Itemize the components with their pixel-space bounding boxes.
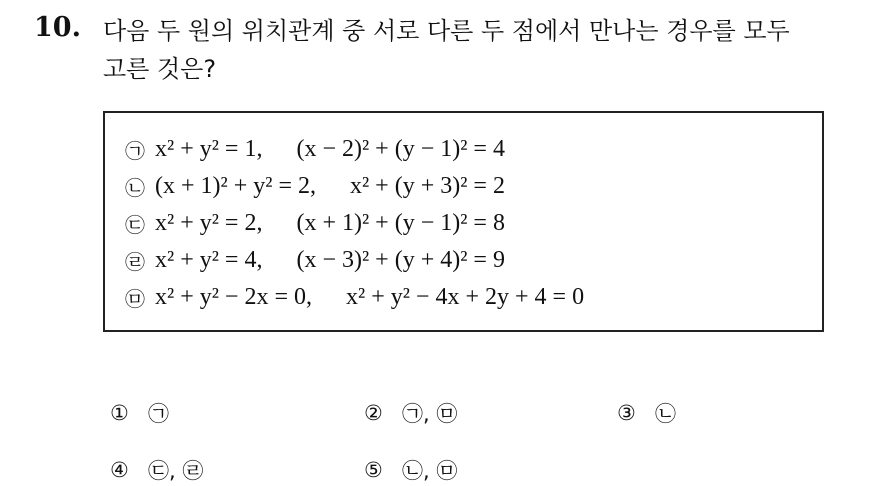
choice-number: ③ (617, 401, 636, 425)
condition-equation-1: x² + y² − 2x = 0, (155, 283, 312, 310)
condition-equation-2: (x + 1)² + (y − 1)² = 8 (296, 209, 505, 236)
condition-equation-1: (x + 1)² + y² = 2, (155, 172, 316, 199)
condition-marker: ㉤ (125, 286, 145, 311)
question-text (103, 12, 873, 88)
condition-equation-1: x² + y² = 1, (155, 135, 263, 162)
conditions-box (103, 111, 824, 332)
condition-equation-1: x² + y² = 4, (155, 246, 263, 273)
choice-number: ⑤ (364, 458, 383, 482)
condition-d (125, 244, 505, 276)
condition-a (125, 133, 505, 165)
choice-text: ㉡, ㉤ (402, 459, 458, 483)
answer-choice-2[interactable] (364, 398, 457, 428)
condition-marker: ㉡ (125, 175, 145, 200)
condition-marker: ㉣ (125, 249, 145, 274)
choice-text: ㉠ (148, 402, 169, 426)
condition-marker: ㉠ (125, 138, 145, 163)
question-text-line-2: 고른 것은? (103, 55, 217, 83)
choice-text: ㉢, ㉣ (148, 459, 204, 483)
answer-choice-3[interactable] (617, 398, 676, 428)
condition-b (125, 170, 505, 202)
question-number: 10. (34, 12, 81, 43)
choice-text: ㉠, ㉤ (402, 402, 458, 426)
answer-choice-1[interactable] (110, 398, 169, 428)
condition-equation-2: x² + y² − 4x + 2y + 4 = 0 (346, 283, 585, 310)
question-text-line-1: 다음 두 원의 위치관계 중 서로 다른 두 점에서 만나는 경우를 모두 (103, 17, 790, 45)
answer-choice-5[interactable] (364, 455, 457, 485)
condition-equation-1: x² + y² = 2, (155, 209, 263, 236)
condition-e (125, 281, 584, 313)
choice-text: ㉡ (655, 402, 676, 426)
choice-number: ① (110, 401, 129, 425)
choice-number: ② (364, 401, 383, 425)
condition-equation-2: (x − 2)² + (y − 1)² = 4 (296, 135, 505, 162)
condition-marker: ㉢ (125, 212, 145, 237)
answer-choice-4[interactable] (110, 455, 203, 485)
condition-c (125, 207, 505, 239)
condition-equation-2: x² + (y + 3)² = 2 (349, 172, 505, 199)
choice-number: ④ (110, 458, 129, 482)
condition-equation-2: (x − 3)² + (y + 4)² = 9 (296, 246, 505, 273)
